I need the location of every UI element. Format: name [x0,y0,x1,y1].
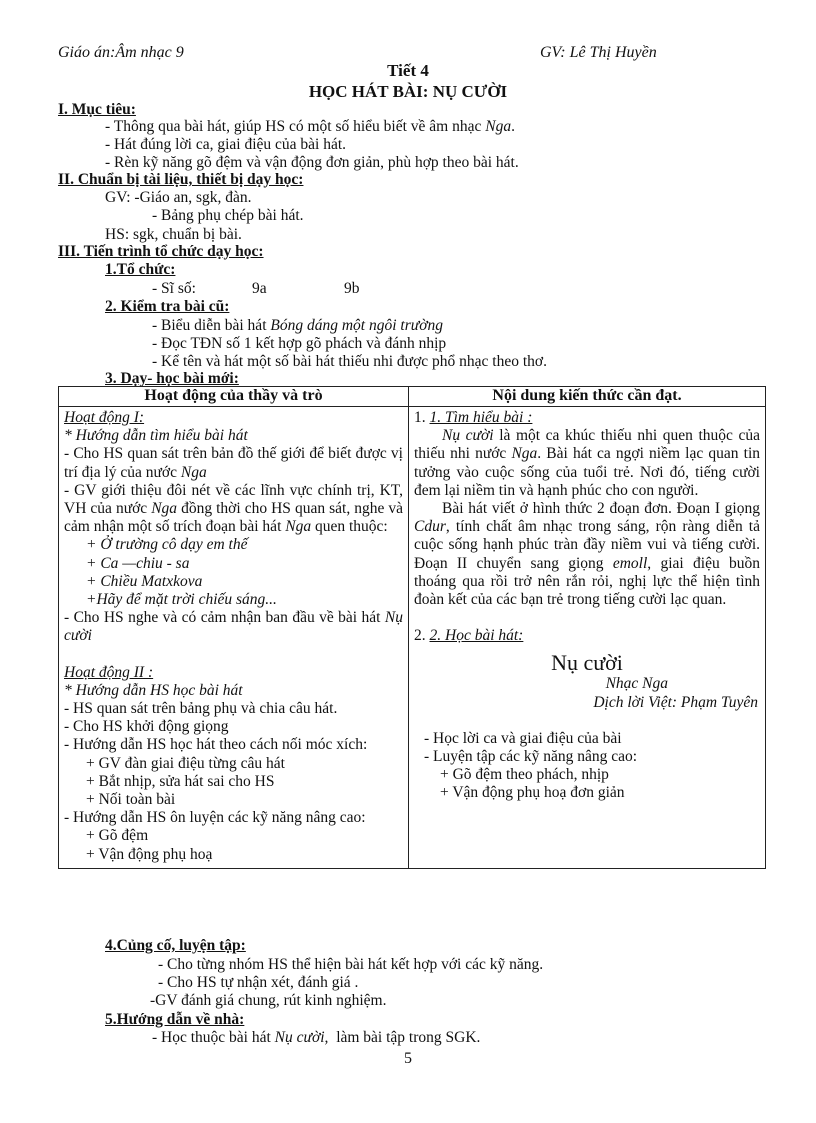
attendance-label: - Sĩ số: [152,280,196,297]
song-item-4: +Hãy để mặt trời chiếu sáng... [86,591,277,609]
objective-1-text: - Thông qua bài hát, giúp HS có một số hiểu biết về âm nhạc [105,118,482,135]
content2-heading-text: 2. Học bài hát: [429,627,524,645]
content1-p2-text-c: , giai điệu buồn thoáng qua rồi trở nên rắn rỏi, nghị lực thể hiện tình đoàn kết của các bạn trẻ trong tiếng cười lạc quan. [414,554,760,609]
section3-heading: III. Tiến trình tổ chức dạy học: [58,243,264,260]
part4-heading: 4.Củng cố, luyện tập: [105,937,246,954]
activity1-p2-text-b: đồng thời cho HS quan sát, nghe và cảm nhận một số trích đoạn bài hát [64,500,404,536]
attendance-class-a: 9a [252,280,267,297]
activity1-p3 [64,609,403,645]
activity2-step-5: + Vận động phụ hoạ [86,845,213,863]
activity2-step-3: + Nối toàn bài [86,791,176,809]
consolidation-1: - Cho từng nhóm HS thể hiện bài hát kết hợp với các kỹ năng. [158,956,544,973]
activity2-line-1: - HS quan sát trên bảng phụ và chia câu hát. [64,700,338,718]
activities-cell [59,407,409,869]
lesson-number: Tiết 4 [387,61,429,80]
content1-heading-text: 1. Tìm hiểu bài : [429,409,533,426]
song-item-3: + Chiều Matxkova [86,572,203,590]
content1-p1-text-b: . Bài hát ca ngợi niềm lạc quan tin tưởng vào cuộc sống của tuổi trẻ. Nơi đó, tiếng cười đem lại niềm tin và hạnh phúc cho con người. [414,445,760,499]
homework-song: Nụ cười, [274,1029,329,1046]
part1-heading: 1.Tổ chức: [105,261,176,278]
student-materials: HS: sgk, chuẩn bị bài. [105,226,242,243]
content-cell [409,407,766,869]
content1-heading: 1. 1. Tìm hiểu bài : [414,409,533,426]
song-lyrics-credit: Dịch lời Việt: Phạm Tuyên [593,693,758,711]
content1-p1 [414,427,760,500]
song-item-1: + Ở trường cô dạy em thế [86,536,248,554]
activity2-step-2: + Bắt nhịp, sửa hát sai cho HS [86,772,275,790]
song-item-2: + Ca —chiu - sa [86,554,190,572]
col-header-content: Nội dung kiến thức cần đạt. [409,387,766,407]
objective-1 [105,118,515,136]
review-1-text: - Biểu diễn bài hát [152,317,267,334]
content1-p2 [414,500,760,609]
objective-1-country: Nga [485,118,512,135]
content1-p2-text-a: Bài hát viết ở hình thức 2 đoạn đơn. Đoạn I giọng [442,500,760,518]
section2-heading: II. Chuẩn bị tài liệu, thiết bị dạy học: [58,171,304,188]
header-teacher: GV: Lê Thị Huyền [540,44,657,61]
song-composer: Nhạc Nga [605,675,668,693]
homework-text-b: làm bài tập trong SGK. [336,1029,481,1046]
part3-heading: 3. Dạy- học bài mới: [105,370,239,387]
page-title: HỌC HÁT BÀI: NỤ CƯỜI [308,82,508,101]
objective-3: - Rèn kỹ năng gõ đệm và vận động đơn giản, phù hợp theo bài hát. [105,154,519,171]
activity2-line-3: - Hướng dẫn HS học hát theo cách nối móc xích: [64,736,368,754]
activity1-heading: Hoạt động I: [64,409,145,426]
activity1-p1-country: Nga [180,463,207,481]
col-header-activities: Hoạt động của thầy và trò [59,387,409,407]
teacher-materials-2: - Bảng phụ chép bài hát. [152,207,304,224]
activity1-p2-text-c: quen thuộc: [314,518,388,536]
content1-p1-text-a: là một ca khúc thiếu nhi quen thuộc của thiếu nhi nước [414,427,760,463]
review-1-song: Bóng dáng một ngôi trường [270,317,443,334]
content2-line-1: - Học lời ca và giai điệu của bài [424,729,622,747]
part2-heading: 2. Kiểm tra bài cũ: [105,298,230,315]
review-3: - Kể tên và hát một số bài hát thiếu nhi được phổ nhạc theo thơ. [152,353,547,370]
activity2-line-4: - Hướng dẫn HS ôn luyện các kỹ năng nâng cao: [64,809,366,827]
teacher-materials: GV: -Giáo an, sgk, đàn. [105,189,252,206]
content2-step-1: + Gõ đệm theo phách, nhịp [440,766,609,784]
part5-heading: 5.Hướng dẫn về nhà: [105,1011,245,1028]
content2-step-2: + Vận động phụ hoạ đơn giản [440,784,625,802]
content2-heading: 2. 2. Học bài hát: [414,627,524,645]
activity1-p2-country: Nga [151,500,178,518]
activity2-step-1: + GV đàn giai điệu từng câu hát [86,754,285,772]
activity1-p2 [64,482,403,537]
objective-1-period: . [511,118,515,135]
content1-key-1: Cdur [414,518,446,536]
activity1-p3-text: - Cho HS nghe và có cảm nhận ban đầu về bài hát [64,609,381,627]
review-1 [152,317,443,335]
objective-2: - Hát đúng lời ca, giai điệu của bài hát. [105,136,347,153]
activity1-p3-song: Nụ cười [64,609,403,645]
content2-line-2: - Luyện tập các kỹ năng nâng cao: [424,748,638,766]
lesson-table [58,386,766,869]
homework-text-a: - Học thuộc bài hát [152,1029,271,1046]
content1-key-2: emoll [612,554,648,572]
activity2-heading: Hoạt động II : [64,663,154,681]
page-number: 5 [404,1050,412,1067]
activity2-line-2: - Cho HS khởi động giọng [64,718,229,736]
content1-song: Nụ cười [442,427,494,445]
header-subject: Giáo án:Âm nhạc 9 [58,44,184,61]
content1-country: Nga [511,445,538,463]
consolidation-2: - Cho HS tự nhận xét, đánh giá . [158,974,359,991]
consolidation-3: -GV đánh giá chung, rút kinh nghiệm. [150,992,387,1009]
activity2-step-4: + Gõ đệm [86,827,149,845]
content1-p2-text-b: , tính chất âm nhạc trong sáng, rộn ràng diễn tả cuộc sống hạnh phúc tràn đầy niềm vui và tiếng cười. Đoạn II chuyển sang giọng [414,518,760,572]
attendance-class-b: 9b [344,280,360,297]
review-2: - Đọc TĐN số 1 kết hợp gõ phách và đánh nhịp [152,335,447,352]
activity2-sub: * Hướng dẫn HS học bài hát [64,681,243,699]
song-title: Nụ cười [551,650,623,676]
activity1-sub: * Hướng dẫn tìm hiểu bài hát [64,427,248,445]
section1-heading: I. Mục tiêu: [58,101,136,118]
activity1-p2-country-2: Nga [285,518,312,536]
activity1-p1 [64,445,403,481]
homework [152,1029,480,1047]
activity1-p1-text: - Cho HS quan sát trên bản đồ thế giới để biết được vị trí địa lý của nước [64,445,403,481]
activity1-p2-text-a: - GV giới thiệu đôi nét về các lĩnh vực chính trị, KT, VH của nước [64,481,403,518]
